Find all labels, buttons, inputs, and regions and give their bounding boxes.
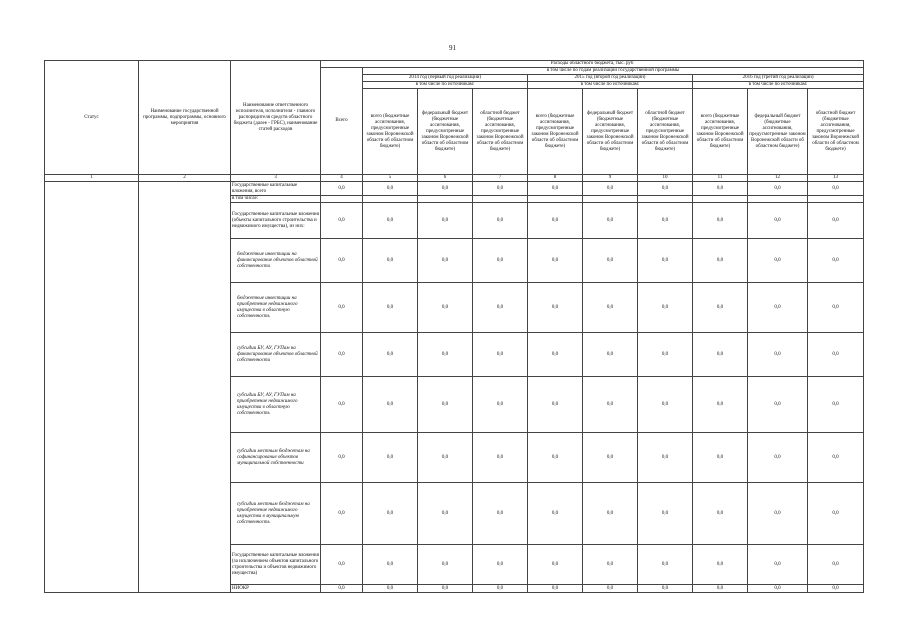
value-cell: 0,0 xyxy=(363,433,418,483)
value-cell: 0,0 xyxy=(528,433,583,483)
value-cell: 0,0 xyxy=(693,239,748,283)
value-cell: 0,0 xyxy=(638,545,693,585)
value-cell: 0,0 xyxy=(321,545,363,585)
value-cell: 0,0 xyxy=(418,483,473,545)
value-cell: 0,0 xyxy=(638,585,693,593)
value-cell: 0,0 xyxy=(748,239,808,283)
value-cell: 0,0 xyxy=(473,585,528,593)
row-label: субсидии местным бюджетам на софинансирование объектов муниципальной собственности xyxy=(231,433,321,483)
value-cell: 0,0 xyxy=(583,483,638,545)
header-federal: федеральный бюджет (бюджетные ассигнования, предусмотренные законом Воронежской области об областном бюджете) xyxy=(748,89,808,175)
row-label: Государственные капитальные вложения, всего xyxy=(231,182,321,196)
value-cell: 0,0 xyxy=(748,433,808,483)
value-cell: 0,0 xyxy=(808,182,864,196)
column-number: 9 xyxy=(583,175,638,182)
value-cell: 0,0 xyxy=(528,377,583,433)
value-cell: 0,0 xyxy=(583,182,638,196)
value-cell: 0,0 xyxy=(748,283,808,333)
header-grbs: Наименование ответственного исполнителя, исполнителя - главного распорядителя средств областного бюджета (далее - ГРБС), наименование статей расходов xyxy=(231,61,321,175)
value-cell: 0,0 xyxy=(418,377,473,433)
value-cell xyxy=(693,196,748,203)
column-number: 12 xyxy=(748,175,808,182)
value-cell xyxy=(583,196,638,203)
value-cell: 0,0 xyxy=(693,483,748,545)
value-cell: 0,0 xyxy=(583,283,638,333)
header-total-alloc: всего (бюджетные ассигнования, предусмотренные законом Воронежской области об областном бюджете) xyxy=(363,89,418,175)
column-number: 13 xyxy=(808,175,864,182)
value-cell: 0,0 xyxy=(808,203,864,239)
program-cell xyxy=(139,182,231,593)
value-cell: 0,0 xyxy=(418,333,473,377)
column-number: 1 xyxy=(45,175,139,182)
value-cell: 0,0 xyxy=(808,283,864,333)
value-cell: 0,0 xyxy=(321,585,363,593)
value-cell: 0,0 xyxy=(638,182,693,196)
header-total: Всего xyxy=(321,68,363,175)
value-cell: 0,0 xyxy=(363,377,418,433)
value-cell: 0,0 xyxy=(528,239,583,283)
value-cell: 0,0 xyxy=(808,483,864,545)
value-cell: 0,0 xyxy=(808,377,864,433)
value-cell: 0,0 xyxy=(473,377,528,433)
value-cell: 0,0 xyxy=(528,585,583,593)
value-cell: 0,0 xyxy=(473,483,528,545)
value-cell: 0,0 xyxy=(528,545,583,585)
value-cell: 0,0 xyxy=(638,483,693,545)
value-cell: 0,0 xyxy=(418,283,473,333)
value-cell: 0,0 xyxy=(808,433,864,483)
value-cell: 0,0 xyxy=(693,585,748,593)
row-label: субсидии местным бюджетам на приобретение недвижимого имущества в муниципальную собственность xyxy=(231,483,321,545)
row-label: бюджетные инвестиции на финансирование объектов областной собственности xyxy=(231,239,321,283)
value-cell: 0,0 xyxy=(693,283,748,333)
value-cell: 0,0 xyxy=(321,433,363,483)
value-cell: 0,0 xyxy=(321,203,363,239)
row-label: субсидии БУ, АУ, ГУПам на приобретение недвижимого имущества в областную собственность xyxy=(231,377,321,433)
value-cell xyxy=(528,196,583,203)
value-cell: 0,0 xyxy=(693,333,748,377)
value-cell: 0,0 xyxy=(808,545,864,585)
value-cell xyxy=(638,196,693,203)
header-regional: областной бюджет (бюджетные ассигнования, предусмотренные законом Воронежской области об областном бюджете) xyxy=(638,89,693,175)
value-cell: 0,0 xyxy=(363,283,418,333)
column-number: 11 xyxy=(693,175,748,182)
value-cell xyxy=(418,196,473,203)
value-cell: 0,0 xyxy=(583,333,638,377)
value-cell: 0,0 xyxy=(748,203,808,239)
value-cell: 0,0 xyxy=(693,182,748,196)
value-cell: 0,0 xyxy=(583,203,638,239)
value-cell: 0,0 xyxy=(638,377,693,433)
value-cell: 0,0 xyxy=(473,239,528,283)
row-label: субсидии БУ, АУ, ГУПам на финансирование объектов областной собственности xyxy=(231,333,321,377)
header-sources-2014: в том числе по источникам: xyxy=(363,82,528,89)
header-sources-2015: в том числе по источникам: xyxy=(528,82,693,89)
value-cell: 0,0 xyxy=(693,545,748,585)
column-number: 4 xyxy=(321,175,363,182)
value-cell: 0,0 xyxy=(363,483,418,545)
value-cell: 0,0 xyxy=(418,182,473,196)
value-cell: 0,0 xyxy=(418,203,473,239)
header-program-name: Наименование государственной программы, подпрограммы, основного мероприятия xyxy=(139,61,231,175)
column-number: 8 xyxy=(528,175,583,182)
value-cell: 0,0 xyxy=(528,333,583,377)
header-total-alloc: всего (бюджетные ассигнования, предусмотренные законом Воронежской области об областном бюджете) xyxy=(528,89,583,175)
column-number: 6 xyxy=(418,175,473,182)
value-cell xyxy=(321,196,363,203)
value-cell: 0,0 xyxy=(693,203,748,239)
value-cell: 0,0 xyxy=(473,283,528,333)
header-federal: федеральный бюджет (бюджетные ассигнования, предусмотренные законом Воронежской области об областном бюджете) xyxy=(583,89,638,175)
value-cell: 0,0 xyxy=(808,239,864,283)
value-cell: 0,0 xyxy=(363,182,418,196)
budget-table xyxy=(44,60,864,593)
header-year-2016: 2016 год (третий год реализации) xyxy=(693,75,864,82)
value-cell: 0,0 xyxy=(418,433,473,483)
row-label: Государственные капитальные вложения (за исключением объектов капитального строительства и объектов недвижимого имущества) xyxy=(231,545,321,585)
value-cell: 0,0 xyxy=(638,239,693,283)
value-cell: 0,0 xyxy=(583,433,638,483)
value-cell: 0,0 xyxy=(473,545,528,585)
row-label: в том числе: xyxy=(231,196,321,203)
column-number: 5 xyxy=(363,175,418,182)
header-year-2015: 2015 год (второй год реализации) xyxy=(528,75,693,82)
value-cell: 0,0 xyxy=(363,239,418,283)
header-by-years: в том числе по годам реализации государственной программы xyxy=(363,68,864,75)
value-cell: 0,0 xyxy=(363,545,418,585)
value-cell: 0,0 xyxy=(748,585,808,593)
column-number: 7 xyxy=(473,175,528,182)
value-cell: 0,0 xyxy=(418,545,473,585)
header-total-alloc: всего (бюджетные ассигнования, предусмотренные законом Воронежской области об областном бюджете) xyxy=(693,89,748,175)
value-cell xyxy=(808,196,864,203)
value-cell: 0,0 xyxy=(321,283,363,333)
value-cell: 0,0 xyxy=(321,483,363,545)
value-cell: 0,0 xyxy=(748,182,808,196)
header-expenses-title: Расходы областного бюджета, тыс. руб xyxy=(321,61,864,68)
value-cell: 0,0 xyxy=(748,377,808,433)
value-cell: 0,0 xyxy=(638,203,693,239)
value-cell: 0,0 xyxy=(321,239,363,283)
value-cell: 0,0 xyxy=(418,585,473,593)
value-cell: 0,0 xyxy=(583,377,638,433)
value-cell: 0,0 xyxy=(473,433,528,483)
page-number: 91 xyxy=(449,44,456,52)
value-cell: 0,0 xyxy=(808,585,864,593)
value-cell: 0,0 xyxy=(638,433,693,483)
value-cell: 0,0 xyxy=(693,433,748,483)
header-regional: областной бюджет (бюджетные ассигнования, предусмотренные законом Воронежской области об областном бюджете) xyxy=(808,89,864,175)
value-cell: 0,0 xyxy=(808,333,864,377)
value-cell: 0,0 xyxy=(748,483,808,545)
value-cell: 0,0 xyxy=(321,333,363,377)
value-cell: 0,0 xyxy=(748,333,808,377)
value-cell: 0,0 xyxy=(528,283,583,333)
column-number: 10 xyxy=(638,175,693,182)
value-cell: 0,0 xyxy=(363,585,418,593)
value-cell xyxy=(748,196,808,203)
column-number-row xyxy=(45,175,864,182)
value-cell: 0,0 xyxy=(473,203,528,239)
value-cell: 0,0 xyxy=(748,545,808,585)
header-year-2014: 2014 год (первый год реализации) xyxy=(363,75,528,82)
value-cell: 0,0 xyxy=(638,283,693,333)
value-cell: 0,0 xyxy=(528,203,583,239)
header-regional: областной бюджет (бюджетные ассигнования, предусмотренные законом Воронежской области об областном бюджете) xyxy=(473,89,528,175)
value-cell: 0,0 xyxy=(583,545,638,585)
value-cell: 0,0 xyxy=(418,239,473,283)
column-number: 3 xyxy=(231,175,321,182)
row-label: Государственные капитальные вложения (объекты капитального строительства и недвижимого имущества), из них: xyxy=(231,203,321,239)
value-cell: 0,0 xyxy=(321,377,363,433)
value-cell: 0,0 xyxy=(363,333,418,377)
value-cell: 0,0 xyxy=(528,483,583,545)
value-cell: 0,0 xyxy=(473,182,528,196)
status-cell xyxy=(45,182,139,593)
value-cell xyxy=(363,196,418,203)
value-cell: 0,0 xyxy=(473,333,528,377)
value-cell: 0,0 xyxy=(528,182,583,196)
value-cell xyxy=(473,196,528,203)
header-status: Статус xyxy=(45,61,139,175)
row-label: бюджетные инвестиции на приобретение недвижимого имущества в областную собственность xyxy=(231,283,321,333)
header-sources-2016: в том числе по источникам: xyxy=(693,82,864,89)
value-cell: 0,0 xyxy=(638,333,693,377)
value-cell: 0,0 xyxy=(583,239,638,283)
value-cell: 0,0 xyxy=(363,203,418,239)
value-cell: 0,0 xyxy=(693,377,748,433)
value-cell: 0,0 xyxy=(321,182,363,196)
column-number: 2 xyxy=(139,175,231,182)
value-cell: 0,0 xyxy=(583,585,638,593)
table-row xyxy=(45,182,864,196)
row-label: НИОКР xyxy=(231,585,321,593)
header-federal: федеральный бюджет (бюджетные ассигнования, предусмотренные законом Воронежской области об областном бюджете) xyxy=(418,89,473,175)
